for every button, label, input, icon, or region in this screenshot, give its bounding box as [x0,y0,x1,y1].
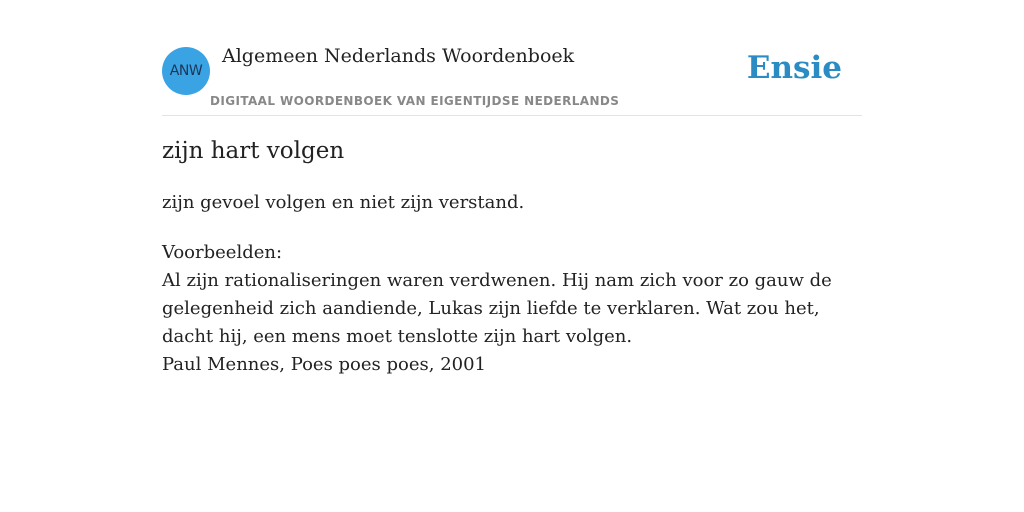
examples-label: Voorbeelden: [162,242,283,263]
entry-definition: zijn gevoel volgen en niet zijn verstand. [162,192,525,213]
example-source: Paul Mennes, Poes poes poes, 2001 [162,354,487,375]
content-container [162,0,862,375]
entry-title: zijn hart volgen [162,138,345,164]
ensie-brand-link[interactable]: Ensie [746,50,842,86]
site-subtitle: DIGITAAL WOORDENBOEK VAN EIGENTIJDSE NEDERLANDS [210,94,620,108]
example-text: Al zijn rationaliseringen waren verdwenen. Hij nam zich voor zo gauw de gelegenheid zich aandiende, Lukas zijn liefde te verklaren. Wat zou het, dacht hij, een mens moet tenslotte zijn hart volgen. [162,270,832,347]
examples-section [162,239,852,379]
site-header [162,0,862,116]
site-title[interactable]: Algemeen Nederlands Woordenboek [222,45,575,67]
logo-text: ANW [169,63,203,79]
anw-logo[interactable] [162,47,210,95]
